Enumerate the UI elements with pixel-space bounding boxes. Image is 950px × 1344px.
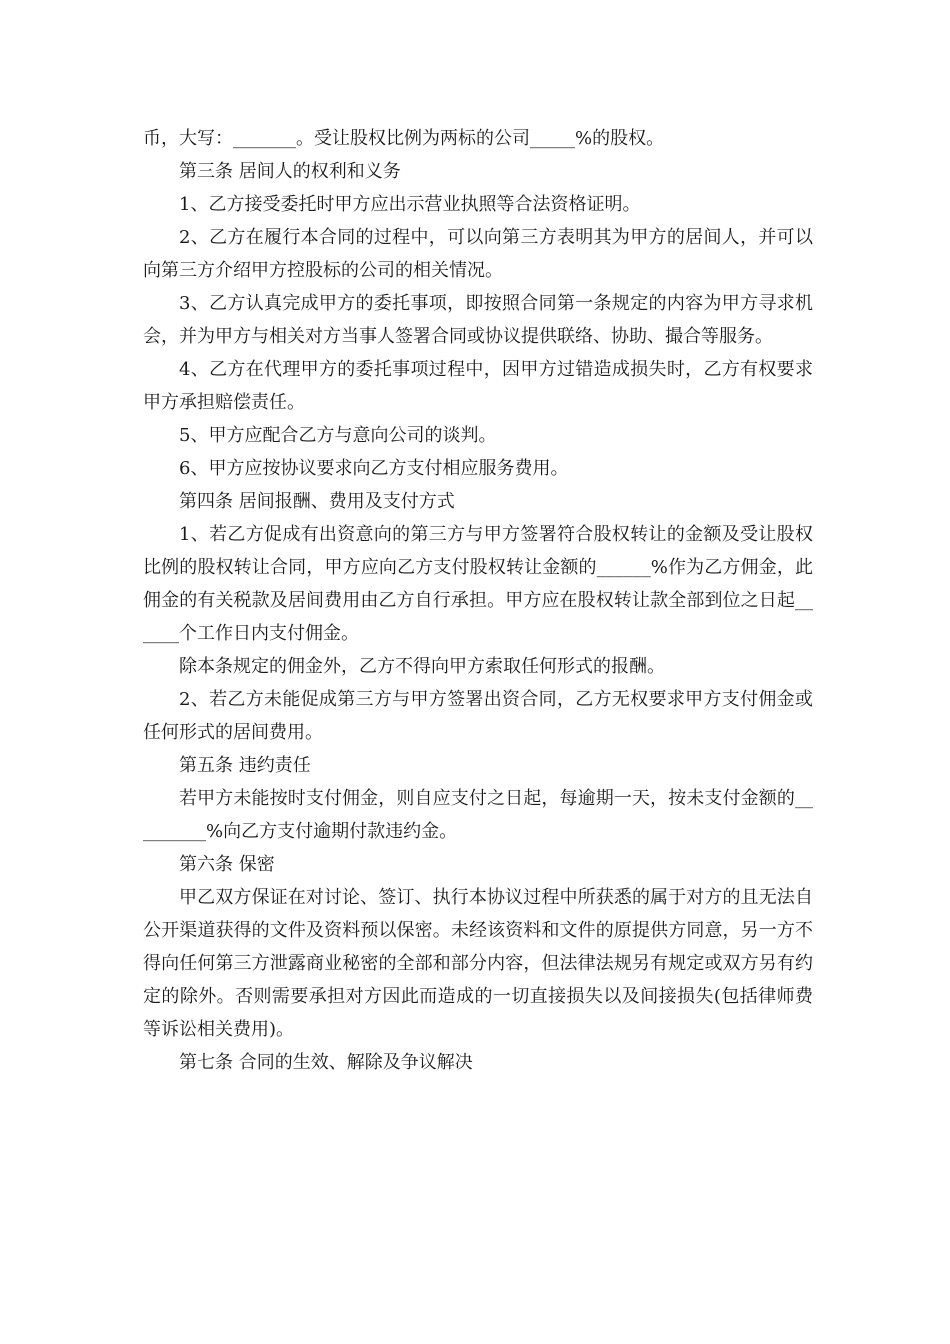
article-3-item-4: 4、乙方在代理甲方的委托事项过程中，因甲方过错造成损失时，乙方有权要求甲方承担赔偿责任。 [143, 359, 813, 413]
article-4-item-2: 2、若乙方未能促成第三方与甲方签署出资合同，乙方无权要求甲方支付佣金或任何形式的居间费用。 [143, 689, 813, 743]
article-5-heading: 第五条 违约责任 [179, 755, 311, 776]
article-6-body: 甲乙双方保证在对讨论、签订、执行本协议过程中所获悉的属于对方的且无法自公开渠道获得的文件及资料预以保密。未经该资料和文件的原提供方同意，另一方不得向任何第三方泄露商业秘密的全部和部分内容，但法律法规另有规定或双方另有约定的除外。否则需要承担对方因此而造成的一切直接损失以及间接损失(包括律师费等诉讼相关费用)。 [143, 887, 813, 1040]
article-7-heading: 第七条 合同的生效、解除及争议解决 [179, 1052, 473, 1073]
paragraph-continued-amount: 币，大写：_______。受让股权比例为两标的公司_____%的股权。 [143, 128, 665, 149]
article-3-item-2: 2、乙方在履行本合同的过程中，可以向第三方表明其为甲方的居间人，并可以向第三方介绍甲方控股标的公司的相关情况。 [143, 227, 813, 281]
article-3-item-6: 6、甲方应按协议要求向乙方支付相应服务费用。 [179, 458, 569, 479]
article-4-note: 除本条规定的佣金外，乙方不得向甲方索取任何形式的报酬。 [179, 656, 665, 677]
article-4-heading: 第四条 居间报酬、费用及支付方式 [179, 491, 455, 512]
article-3-item-3: 3、乙方认真完成甲方的委托事项，即按照合同第一条规定的内容为甲方寻求机会，并为甲方与相关对方当事人签署合同或协议提供联络、协助、撮合等服务。 [143, 293, 813, 347]
article-6-heading: 第六条 保密 [179, 854, 275, 875]
article-3-heading: 第三条 居间人的权利和义务 [179, 161, 401, 182]
article-3-item-1: 1、乙方接受委托时甲方应出示营业执照等合法资格证明。 [179, 194, 641, 215]
document-body [143, 122, 813, 1079]
article-5-body: 若甲方未能按时支付佣金，则自应支付之日起，每逾期一天，按未支付金额的_________%向乙方支付逾期付款违约金。 [143, 788, 813, 842]
article-3-item-5: 5、甲方应配合乙方与意向公司的谈判。 [179, 425, 497, 446]
article-4-item-1: 1、若乙方促成有出资意向的第三方与甲方签署符合股权转让的金额及受让股权比例的股权转让合同，甲方应向乙方支付股权转让金额的______%作为乙方佣金，此佣金的有关税款及居间费用由乙方自行承担。甲方应在股权转让款全部到位之日起______个工作日内支付佣金。 [143, 524, 813, 644]
